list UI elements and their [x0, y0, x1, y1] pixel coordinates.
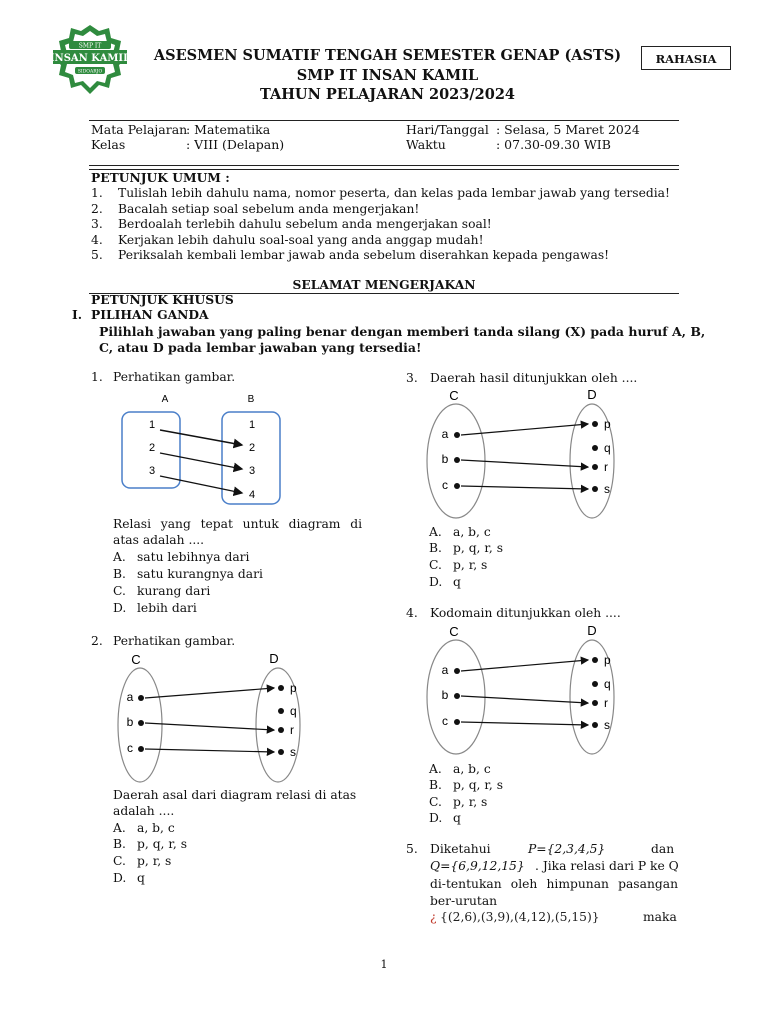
instruction-number: 4. — [91, 232, 103, 247]
element-label: s — [604, 718, 610, 732]
element-dot — [278, 708, 284, 714]
element-dot — [592, 486, 598, 492]
set-b-title: B — [247, 394, 255, 405]
option-c: C. p, r, s — [429, 558, 488, 572]
element-label: c — [442, 714, 448, 728]
element-dot — [592, 657, 598, 663]
set-c-title: C — [449, 624, 459, 639]
instruction-number: 1. — [91, 186, 103, 200]
element-dot — [454, 719, 460, 725]
logo-top-text: SMP IT — [78, 42, 102, 50]
element-label: r — [604, 460, 608, 474]
element-label: q — [604, 441, 611, 455]
question-text: maka — [643, 910, 677, 924]
set-q-notation: Q={6,9,12,15} — [430, 859, 525, 873]
question-number: 3. — [406, 371, 418, 385]
question-number: 2. — [91, 634, 103, 648]
element-label: c — [127, 741, 133, 755]
element-dot — [592, 681, 598, 687]
element-dot — [454, 457, 460, 463]
element-dot — [138, 746, 144, 752]
instruction-text: Periksalah kembali lembar jawab anda sebelum diserahkan kepada pengawas! — [118, 248, 610, 262]
element-label: q — [604, 677, 611, 691]
element-dot — [278, 727, 284, 733]
instruction-number: 5. — [91, 248, 103, 262]
time-value: : 07.30-09.30 WIB — [496, 137, 611, 152]
element-label: 4 — [248, 489, 256, 501]
option-b: B. satu kurangnya dari — [113, 567, 263, 581]
set-p-notation: P={2,3,4,5} — [528, 842, 606, 856]
element-label: 1 — [248, 419, 256, 431]
question-text: dan — [651, 842, 675, 856]
option-a: A. satu lebihnya dari — [113, 550, 250, 564]
element-label: 2 — [148, 442, 156, 454]
stray-symbol: ¿ — [430, 910, 437, 924]
element-dot — [592, 445, 598, 451]
relation-arrow — [461, 460, 588, 467]
relation-arrow — [160, 453, 242, 469]
element-dot — [592, 700, 598, 706]
option-a: A. a, b, c — [429, 525, 491, 539]
time-label: Waktu — [406, 137, 446, 152]
relation-arrow — [160, 430, 242, 445]
question-text: Daerah hasil ditunjukkan oleh .... — [430, 371, 638, 385]
relation-arrow — [461, 486, 588, 489]
relation-diagram-q4 — [420, 622, 624, 757]
divider — [89, 165, 679, 166]
ordered-pairs: {(2,6),(3,9),(4,12),(5,15)} — [440, 910, 600, 924]
instruction-text: Berdoalah terlebih dahulu sebelum anda mengerjakan soal! — [118, 217, 492, 231]
specific-instructions-title: PETUNJUK KHUSUS — [91, 292, 234, 307]
question-text: adalah .... — [113, 804, 175, 818]
confidential-badge: RAHASIA — [641, 46, 731, 70]
good-luck-heading: SELAMAT MENGERJAKAN — [292, 277, 476, 292]
set-c-title: C — [449, 388, 459, 403]
instruction-text: Pilihlah jawaban yang paling benar dengan memberi tanda silang (X) pada huruf A, B, — [99, 324, 706, 339]
element-dot — [278, 685, 284, 691]
instruction-text: Bacalah setiap soal sebelum anda mengerjakan! — [118, 201, 420, 216]
relation-diagram-q1 — [118, 390, 286, 508]
question-number: 1. — [91, 370, 103, 384]
question-text: Diketahui — [430, 842, 491, 856]
element-label: s — [604, 482, 610, 496]
question-text: Perhatikan gambar. — [113, 370, 236, 384]
question-text: ber-urutan — [430, 894, 498, 908]
element-label: a — [441, 427, 449, 441]
element-dot — [454, 483, 460, 489]
relation-arrow — [145, 723, 274, 730]
element-dot — [138, 720, 144, 726]
element-dot — [592, 421, 598, 427]
question-text: . Jika relasi dari P ke Q — [535, 859, 679, 873]
option-b: B. p, q, r, s — [429, 541, 504, 555]
option-a: A. a, b, c — [429, 762, 491, 776]
element-label: a — [126, 690, 134, 704]
element-label: 3 — [148, 465, 156, 477]
relation-arrow — [145, 688, 274, 698]
relation-diagram-q2 — [108, 650, 312, 785]
question-text: Relasi yang tepat untuk diagram di — [113, 517, 362, 531]
element-label: s — [290, 745, 296, 759]
element-label: a — [441, 663, 449, 677]
element-dot — [454, 432, 460, 438]
set-d-title: D — [587, 623, 597, 638]
option-d: D. q — [429, 811, 461, 825]
option-c: C. p, r, s — [429, 795, 488, 809]
set-a-title: A — [161, 394, 169, 405]
set-d-title: D — [269, 651, 279, 666]
option-d: D. lebih dari — [113, 601, 197, 615]
option-b: B. p, q, r, s — [113, 837, 188, 851]
element-label: q — [290, 704, 297, 718]
instruction-number: 3. — [91, 217, 103, 231]
element-dot — [278, 749, 284, 755]
school-name: SMP IT INSAN KAMIL — [296, 67, 479, 84]
school-logo — [47, 24, 133, 96]
section-number: I. — [72, 307, 83, 322]
element-label: b — [441, 452, 449, 466]
element-label: c — [442, 478, 448, 492]
page-number: 1 — [380, 958, 388, 971]
element-label: b — [441, 688, 449, 702]
question-text: Daerah asal dari diagram relasi di atas — [113, 788, 357, 802]
set-d-title: D — [587, 387, 597, 402]
date-label: Hari/Tanggal — [406, 122, 489, 137]
question-number: 5. — [406, 842, 418, 856]
element-dot — [592, 464, 598, 470]
relation-diagram-q3 — [420, 386, 624, 521]
question-text: Perhatikan gambar. — [113, 634, 236, 648]
element-dot — [138, 695, 144, 701]
element-label: 3 — [248, 465, 256, 477]
instruction-number: 2. — [91, 201, 103, 216]
relation-arrow — [461, 696, 588, 703]
option-a: A. a, b, c — [113, 821, 175, 835]
date-value: : Selasa, 5 Maret 2024 — [496, 122, 640, 137]
question-text: di-tentukan oleh himpunan pasangan — [430, 877, 678, 891]
question-number: 4. — [406, 606, 418, 620]
element-label: r — [604, 696, 608, 710]
element-label: p — [290, 681, 297, 695]
option-d: D. q — [113, 871, 145, 885]
logo-main-text: INSAN KAMIL — [49, 53, 131, 64]
relation-arrow — [145, 749, 274, 752]
subject-label: Mata Pelajaran — [91, 122, 188, 137]
section-title: PILIHAN GANDA — [91, 307, 209, 322]
relation-arrow — [160, 476, 242, 493]
instruction-text: C, atau D pada lembar jawaban yang tersedia! — [99, 340, 422, 355]
class-label: Kelas — [91, 137, 126, 152]
academic-year: TAHUN PELAJARAN 2023/2024 — [259, 86, 516, 103]
element-dot — [592, 722, 598, 728]
element-dot — [454, 668, 460, 674]
divider — [89, 120, 679, 121]
option-d: D. q — [429, 575, 461, 589]
option-c: C. p, r, s — [113, 854, 172, 868]
instruction-text: Tulislah lebih dahulu nama, nomor peserta, dan kelas pada lembar jawab yang tersedia! — [118, 186, 670, 200]
instruction-text: Kerjakan lebih dahulu soal-soal yang anda anggap mudah! — [118, 232, 484, 247]
option-c: C. kurang dari — [113, 584, 211, 598]
relation-arrow — [461, 722, 588, 725]
class-value: : VIII (Delapan) — [186, 137, 285, 152]
element-label: 2 — [248, 442, 256, 454]
question-text: Kodomain ditunjukkan oleh .... — [430, 606, 621, 620]
set-c-title: C — [131, 652, 141, 667]
element-label: p — [604, 653, 611, 667]
element-label: 1 — [148, 419, 156, 431]
logo-bottom-text: SIDOARJO — [77, 69, 103, 75]
general-instructions-title: PETUNJUK UMUM : — [91, 170, 230, 185]
element-label: p — [604, 417, 611, 431]
subject-value: : Matematika — [186, 122, 271, 137]
element-label: b — [126, 715, 134, 729]
element-label: r — [290, 723, 294, 737]
option-b: B. p, q, r, s — [429, 778, 504, 792]
element-dot — [454, 693, 460, 699]
question-text: atas adalah .... — [113, 533, 205, 547]
exam-title: ASESMEN SUMATIF TENGAH SEMESTER GENAP (ASTS) — [153, 47, 622, 64]
